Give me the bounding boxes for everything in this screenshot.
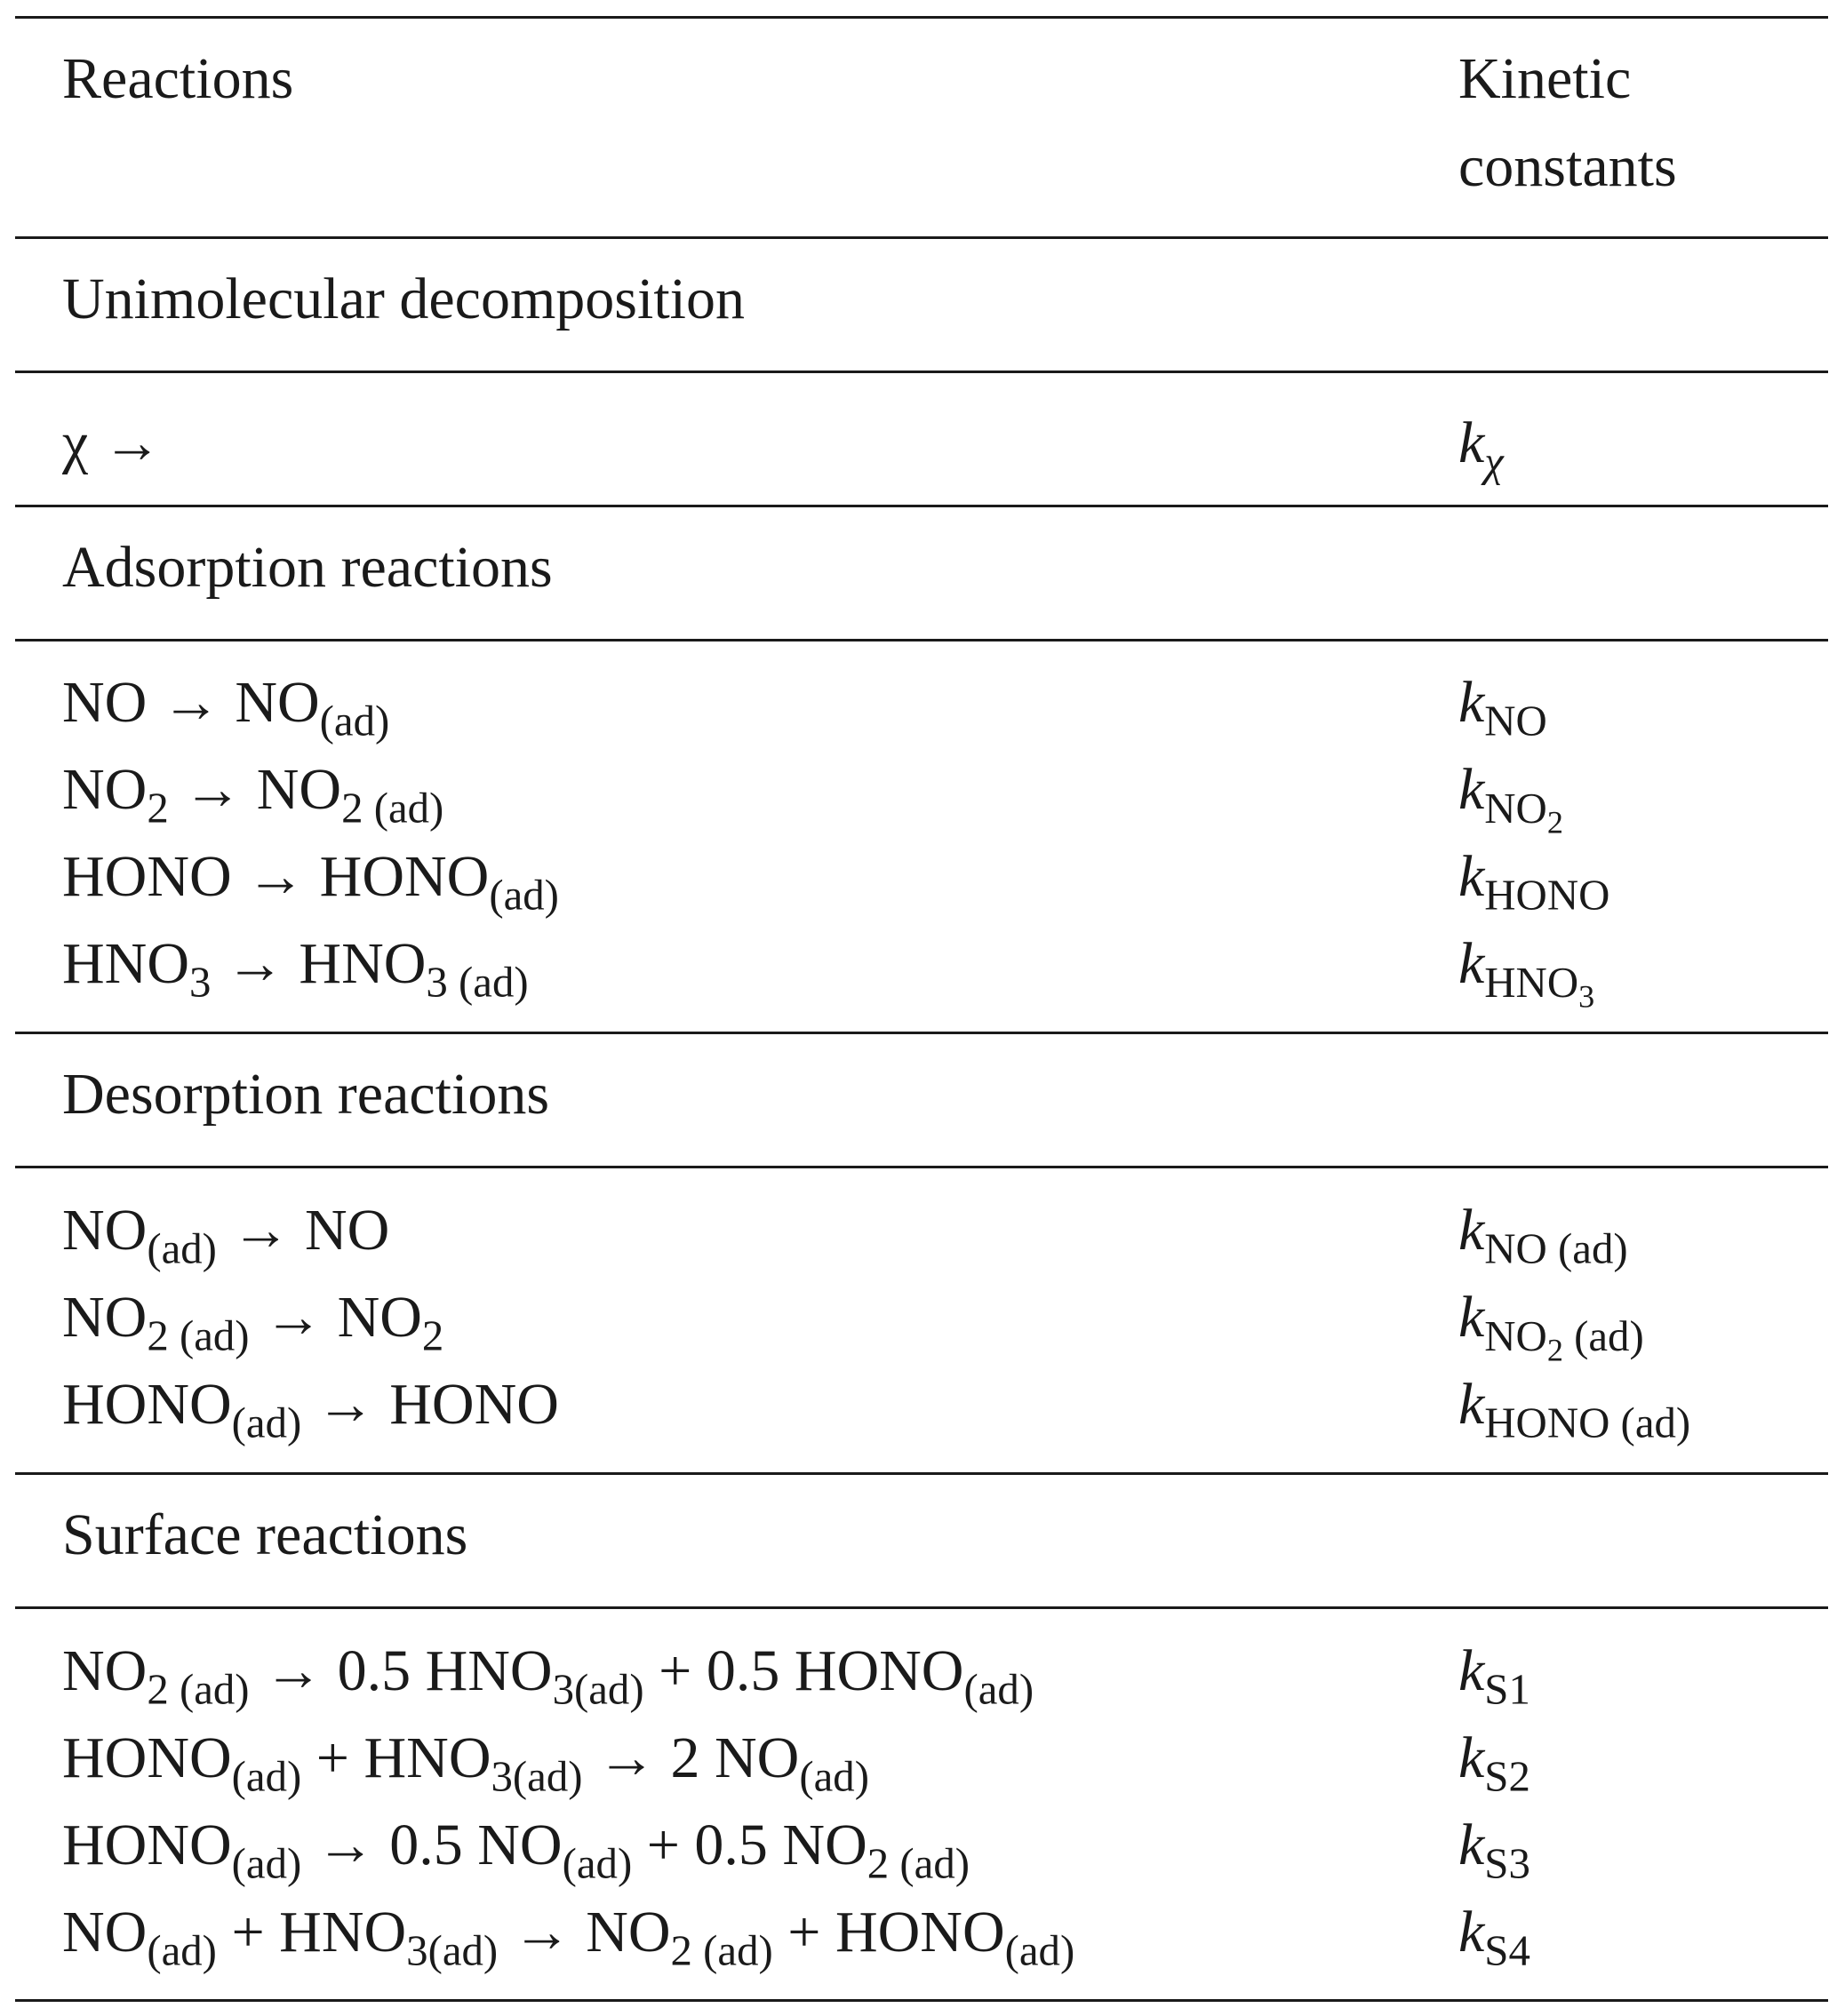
k-subscript: S3 xyxy=(1484,1838,1530,1888)
constant-k-no xyxy=(1458,670,1547,745)
header-reactions: Reactions xyxy=(62,46,294,111)
reaction-surface-4: $NO_{(ad)} + HNO_{3(ad)} \to NO_{2 (ad)}$ + $HONO_{(ad)}$ xyxy=(62,1900,1075,1975)
constant-k-chi xyxy=(1458,410,1504,486)
section-title-adsorption: Adsorption reactions xyxy=(62,535,553,600)
header-kinetic-line1: Kinetic xyxy=(1458,46,1632,111)
constant-k-hono xyxy=(1458,844,1610,920)
reaction-surface-2: $HONO_{(ad)} + HNO_{3(ad)} \to 2$ $NO_{(ad)}$ xyxy=(62,1725,869,1801)
rule-desorption-title xyxy=(15,1166,1828,1168)
k-subscript: S1 xyxy=(1484,1664,1530,1714)
reaction-hono-adsorption: HONO → $HONO_{(ad)}$ xyxy=(62,844,559,920)
k-symbol: k xyxy=(1458,1900,1485,1964)
constant-k-hno3: $k_{HNO_3}$ xyxy=(1458,931,1595,1015)
k-symbol: k xyxy=(1458,670,1485,735)
k-symbol: k xyxy=(1458,1638,1485,1703)
reaction-hno3-adsorption: $HNO_3 \to HNO_{3 (ad)}$ xyxy=(62,931,529,1007)
reaction-text: χ → xyxy=(62,410,162,475)
constant-k-s2 xyxy=(1458,1725,1530,1801)
reaction-no2-adsorption: $NO_2 \to NO_{2 (ad)}$ xyxy=(62,757,444,833)
k-symbol: k xyxy=(1458,844,1485,909)
rule-adsorption-title xyxy=(15,639,1828,641)
reaction-no2-desorption: $NO_{2 (ad)} \to NO_2$ xyxy=(62,1285,444,1360)
reaction-no-desorption: $NO_{(ad)}$ → NO xyxy=(62,1198,390,1273)
k-symbol: k xyxy=(1458,1372,1485,1437)
header-kinetic-line2: constants xyxy=(1458,134,1677,199)
rule-bottom xyxy=(15,1999,1828,2002)
constant-k-s4 xyxy=(1458,1900,1530,1975)
k-symbol: k xyxy=(1458,1813,1485,1877)
section-title-surface: Surface reactions xyxy=(62,1502,468,1567)
k-subscript: S4 xyxy=(1484,1925,1530,1975)
rule-unimolecular-title xyxy=(15,371,1828,373)
k-subscript: NO (ad) xyxy=(1484,1223,1628,1273)
k-subscript: HONO xyxy=(1484,870,1610,920)
constant-k-no2-ad: $k_{NO_2 (ad)}$ xyxy=(1458,1285,1644,1368)
reaction-chi xyxy=(62,410,162,475)
constant-k-hono-ad xyxy=(1458,1372,1691,1447)
rule-adsorption-end xyxy=(15,1032,1828,1034)
constant-k-no-ad xyxy=(1458,1198,1628,1273)
rule-top xyxy=(15,16,1828,19)
reaction-hono-desorption: $HONO_{(ad)}$ → HONO xyxy=(62,1372,559,1447)
rule-unimolecular-end xyxy=(15,505,1828,507)
k-symbol: k xyxy=(1458,410,1485,475)
reaction-surface-3: $HONO_{(ad)} \to 0.5$ $NO_{(ad)} + 0.5$ $NO_{2 (ad)}$ xyxy=(62,1813,970,1888)
constant-k-no2: $k_{NO_2}$ xyxy=(1458,757,1563,841)
section-title-unimolecular: Unimolecular decomposition xyxy=(62,267,745,331)
k-symbol: k xyxy=(1458,1725,1485,1790)
rule-header-bottom xyxy=(15,236,1828,239)
reaction-no-adsorption: NO → $NO_{(ad)}$ xyxy=(62,670,390,745)
k-symbol: k xyxy=(1458,1198,1485,1263)
rule-surface-title xyxy=(15,1606,1828,1609)
k-subscript: HONO (ad) xyxy=(1484,1398,1691,1447)
k-subscript: χ xyxy=(1484,436,1504,486)
constant-k-s1 xyxy=(1458,1638,1530,1714)
k-subscript: S2 xyxy=(1484,1751,1530,1801)
k-subscript: NO xyxy=(1484,696,1547,745)
reaction-surface-1: $NO_{2 (ad)} \to 0.5$ $HNO_{3(ad)} + 0.5$ $HONO_{(ad)}$ xyxy=(62,1638,1034,1714)
section-title-desorption: Desorption reactions xyxy=(62,1062,550,1127)
constant-k-s3 xyxy=(1458,1813,1530,1888)
rule-desorption-end xyxy=(15,1472,1828,1475)
